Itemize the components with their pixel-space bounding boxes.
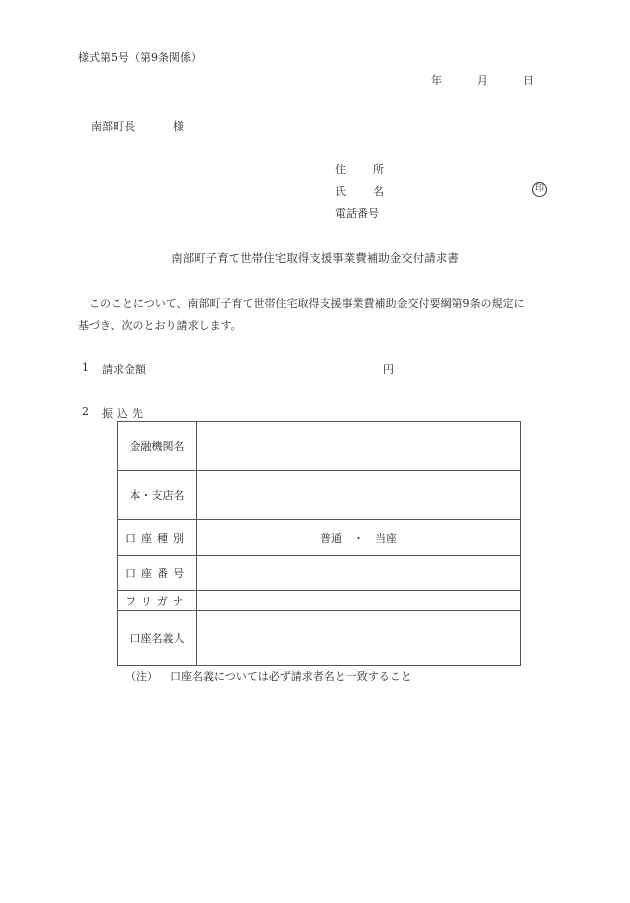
seal-icon: 印	[532, 182, 547, 197]
item2-label: 振込先	[102, 407, 147, 420]
account-type-label: 口座種別	[118, 520, 197, 556]
table-row	[118, 520, 521, 556]
account-holder-label: 口座名義人	[118, 611, 197, 666]
table-row	[118, 611, 521, 666]
address-label-2: 所	[373, 163, 384, 176]
note-text: 口座名義については必ず請求者名と一致すること	[170, 670, 412, 683]
addressee-honorific: 様	[173, 120, 184, 133]
document-title: 南部町子育て世帯住宅取得支援事業費補助金交付請求書	[171, 251, 459, 265]
note-prefix: （注）	[125, 670, 158, 683]
item1-number: 1	[82, 361, 89, 374]
account-holder-field[interactable]	[197, 611, 521, 666]
furigana-field[interactable]	[197, 591, 521, 611]
bank-name-field[interactable]	[197, 422, 521, 471]
bank-name-label: 金融機関名	[118, 422, 197, 471]
phone-label: 電話番号	[335, 207, 379, 220]
table-row	[118, 591, 521, 611]
branch-name-label: 本・支店名	[118, 471, 197, 520]
table-row	[118, 422, 521, 471]
body-line-2: 基づき、次のとおり請求します。	[78, 319, 242, 332]
table-row	[118, 471, 521, 520]
bank-account-table	[117, 421, 521, 666]
name-label-1: 氏	[335, 185, 346, 198]
addressee-name: 南部町長	[91, 120, 135, 133]
item-transfer-destination	[82, 405, 147, 420]
account-type-options[interactable]: 普通 ・ 当座	[197, 520, 521, 556]
item1-unit: 円	[383, 363, 394, 376]
form-number: 様式第5号（第9条関係）	[78, 51, 202, 64]
name-label-2: 名	[373, 185, 384, 198]
item-request-amount	[82, 361, 394, 376]
account-number-field[interactable]	[197, 556, 521, 591]
body-line-1: このことについて、南部町子育て世帯住宅取得支援事業費補助金交付要綱第9条の規定に	[78, 297, 525, 310]
branch-name-field[interactable]	[197, 471, 521, 520]
date-year: 年	[431, 74, 442, 87]
addressee	[91, 118, 184, 134]
note	[125, 668, 412, 684]
date-day: 日	[523, 74, 534, 87]
table-row	[118, 556, 521, 591]
body-text	[78, 293, 558, 337]
item1-label: 請求金額	[102, 363, 146, 376]
furigana-label: フリガナ	[118, 591, 197, 611]
item2-number: 2	[82, 405, 89, 418]
date-month: 月	[477, 74, 488, 87]
address-label-1: 住	[335, 163, 346, 176]
account-number-label: 口座番号	[118, 556, 197, 591]
